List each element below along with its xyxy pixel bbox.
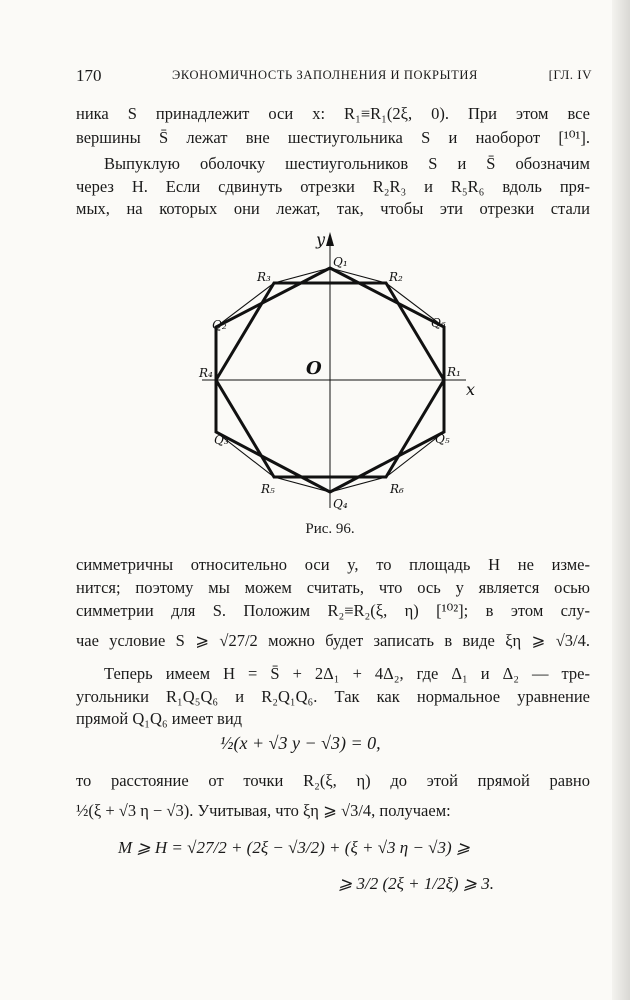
formula-inequality-cont: ⩾ 3/2 (2ξ + 1/2ξ) ⩾ 3. xyxy=(338,874,495,893)
label-q2: Q₂ xyxy=(212,318,227,332)
formula-inequality: M ⩾ H = √27/2 + (2ξ − √3/2) + (ξ + √3 η − √3) ⩾ xyxy=(118,838,471,857)
label-r6: R₆ xyxy=(390,482,404,496)
text-line: чае условие S ⩾ √27/2 можно будет записать в виде ξη ⩾ √3/4. xyxy=(76,631,590,650)
text-line: нится; поэтому мы можем считать, что ось y является осью xyxy=(76,578,590,597)
text-line: симметричны относительно оси y, то площадь H не изме- xyxy=(76,555,590,574)
text-line: угольники R₁Q₅Q₆ и R₂Q₁Q₆. Так как нормальное уравнение xyxy=(76,687,590,706)
text-line: ½(ξ + √3 η − √3). Учитывая, что ξη ⩾ √3/4, получаем: xyxy=(76,801,451,820)
text-line: вершины S̄ лежат вне шестиугольника S и наоборот [¹⁰¹]. xyxy=(76,128,590,147)
running-title: ЭКОНОМИЧНОСТЬ ЗАПОЛНЕНИЯ И ПОКРЫТИЯ xyxy=(172,68,478,82)
origin-label: O xyxy=(306,358,322,379)
y-axis-arrow xyxy=(326,232,334,246)
label-q5: Q₅ xyxy=(435,432,450,446)
text-line: Выпуклую оболочку шестиугольников S и S̄ обозначим xyxy=(104,154,590,173)
label-q6: Q₆ xyxy=(431,316,446,330)
label-r2: R₂ xyxy=(389,270,403,284)
label-r5: R₅ xyxy=(261,482,275,496)
figure-caption: Рис. 96. xyxy=(305,521,355,537)
label-q1: Q₁ xyxy=(333,255,348,269)
text-line: мых, на которых они лежат, так, чтобы эти отрезки стали xyxy=(76,199,590,218)
text-line: через H. Если сдвинуть отрезки R₂R₃ и R₅R₆ вдоль пря- xyxy=(76,177,590,196)
chapter-label: [ГЛ. IV xyxy=(548,67,592,82)
label-r3: R₃ xyxy=(257,270,271,284)
page-number: 170 xyxy=(76,66,102,85)
text-line: ника S принадлежит оси x: R₁≡R₁(2ξ, 0). При этом все xyxy=(76,104,590,123)
label-q4: Q₄ xyxy=(333,497,348,511)
text-line: то расстояние от точки R₂(ξ, η) до этой прямой равно xyxy=(76,771,590,790)
label-r4: R₄ xyxy=(199,366,213,380)
axis-y-label: y xyxy=(316,230,326,249)
text-line: прямой Q₁Q₆ имеет вид xyxy=(76,709,243,728)
label-q3: Q₃ xyxy=(214,433,229,447)
formula-line-equation: ½(x + √3 y − √3) = 0, xyxy=(220,733,381,753)
text-line: симметрии для S. Положим R₂≡R₂(ξ, η) [¹⁰²]; в этом слу- xyxy=(76,601,590,620)
text-line: Теперь имеем H = S̄ + 2Δ₁ + 4Δ₂, где Δ₁ и Δ₂ — тре- xyxy=(104,664,590,683)
label-r1: R₁ xyxy=(447,365,461,379)
axis-x-label: x xyxy=(466,380,476,399)
